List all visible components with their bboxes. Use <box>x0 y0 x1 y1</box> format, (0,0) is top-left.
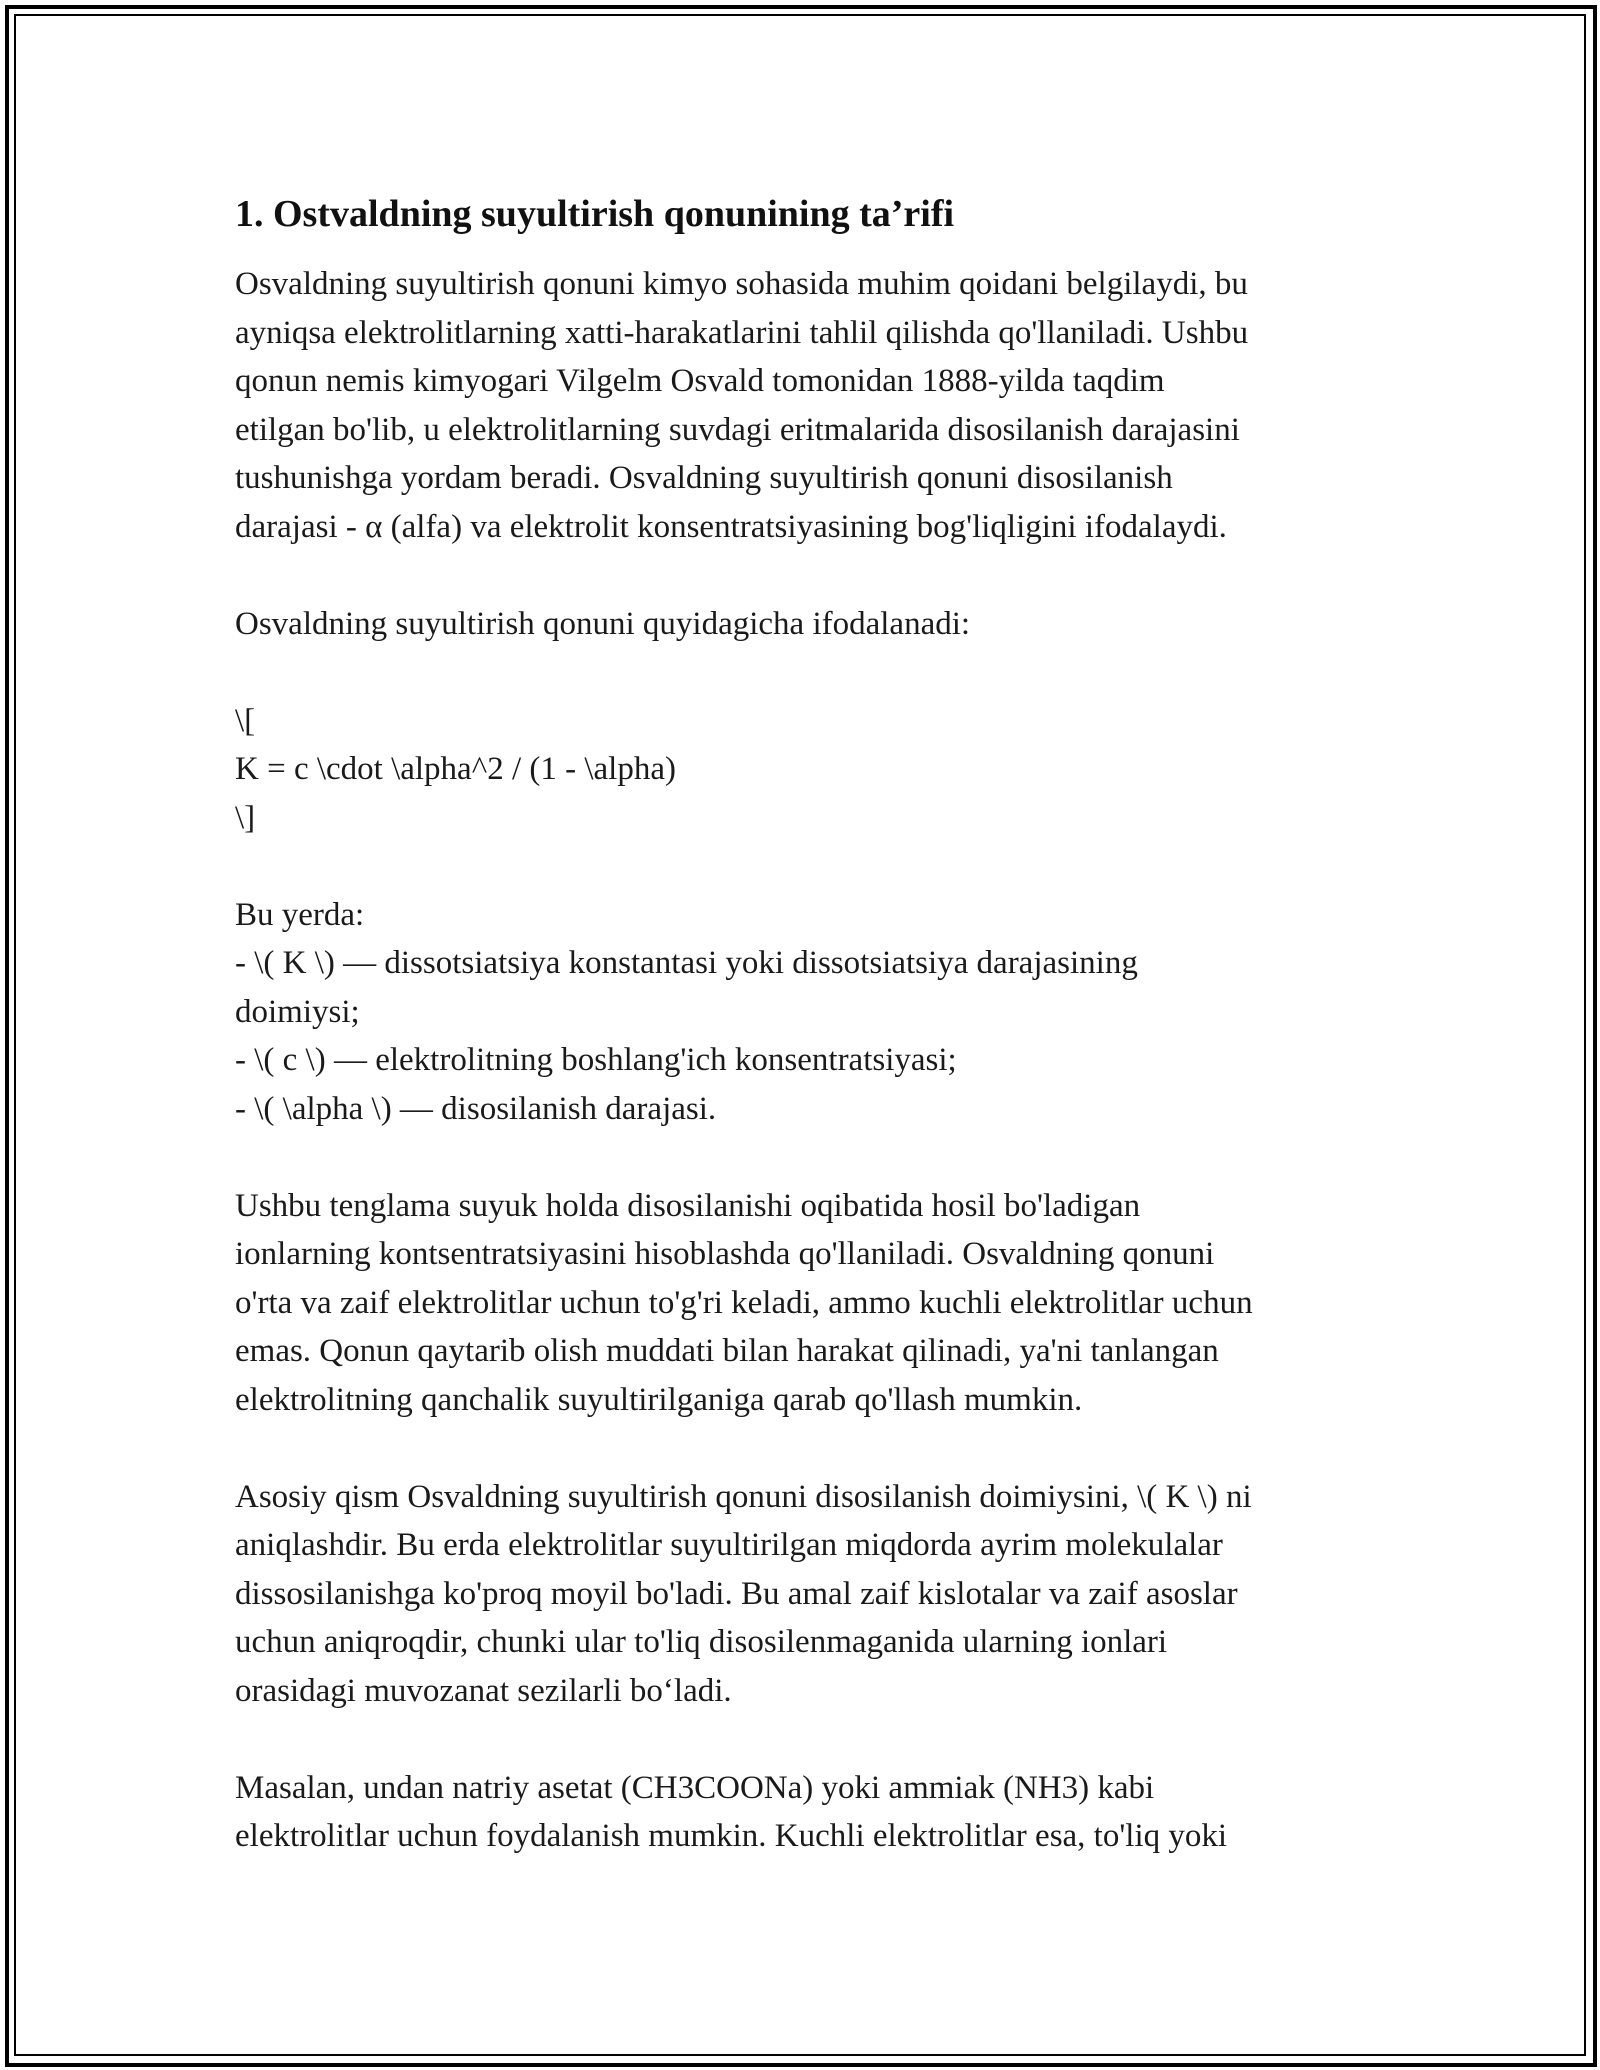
paragraph-spacer <box>235 842 1375 891</box>
example-paragraph: Masalan, undan natriy asetat (CH3COONa) yoki ammiak (NH3) kabi elektrolitlar uchun foydalanish mumkin. Kuchli elektrolitlar esa, to'liq yoki <box>235 1769 1228 1854</box>
intro-paragraph: Osvaldning suyultirish qonuni kimyo sohasida muhim qoidani belgilaydi, bu ayniqsa elektrolitlarning xatti-harakatlarini tahlil qilishda qo'llaniladi. Ushbu qonun nemis kimyogari Vilgelm Osvald tomonidan 1888-yilda taqdim etilgan bo'lib, u elektrolitlarning suvdagi eritmalarida disosilanish darajasini tushunishga yordam beradi. Osvaldning suyultirish qonuni disosilanish darajasi - α (alfa) va elektrolit konsentratsiyasining bog'liqligini ifodalaydi. <box>235 266 1249 545</box>
paragraph-spacer <box>235 1715 1375 1764</box>
variable-definitions: Bu yerda: - \( K \) — dissotsiatsiya konstantasi yoki dissotsiatsiya darajasining doimiysi; - \( c \) — elektrolitning boshlang'ich konsentratsiyasi; - \( \alpha \) — disosilanish darajasi. <box>235 896 1138 1127</box>
application-paragraph: Ushbu tenglama suyuk holda disosilanishi oqibatida hosil bo'ladigan ionlarning kontsentratsiyasini hisoblashda qo'llaniladi. Osvaldning qonuni o'rta va zaif elektrolitlar uchun to'g'ri keladi, ammo kuchli elektrolitlar uchun emas. Qonun qaytarib olish muddati bilan harakat qilinadi, ya'ni tanlangan elektrolitning qanchalik suyultirilganiga qarab qo'llash mumkin. <box>235 1187 1253 1418</box>
section-heading: 1. Ostvaldning suyultirish qonunining ta’rifi <box>235 193 955 235</box>
paragraph-spacer <box>235 1424 1375 1473</box>
formula-intro-paragraph: Osvaldning suyultirish qonuni quyidagicha ifodalanadi: <box>235 605 971 642</box>
paragraph-spacer <box>235 1133 1375 1182</box>
paragraph-spacer <box>235 648 1375 697</box>
paragraph-spacer <box>235 551 1375 600</box>
document-body <box>235 188 1375 1861</box>
formula-block: \[ K = c \cdot \alpha^2 / (1 - \alpha) \] <box>235 702 676 836</box>
main-part-paragraph: Asosiy qism Osvaldning suyultirish qonuni disosilanish doimiysini, \( K \) ni aniqlashdir. Bu erda elektrolitlar suyultirilgan miqdorda ayrim molekulalar dissosilanishga ko'proq moyil bo'ladi. Bu amal zaif kislotalar va zaif asoslar uchun aniqroqdir, chunki ular to'liq disosilenmaganida ularning ionlari orasidagi muvozanat sezilarli bo‘ladi. <box>235 1478 1252 1709</box>
